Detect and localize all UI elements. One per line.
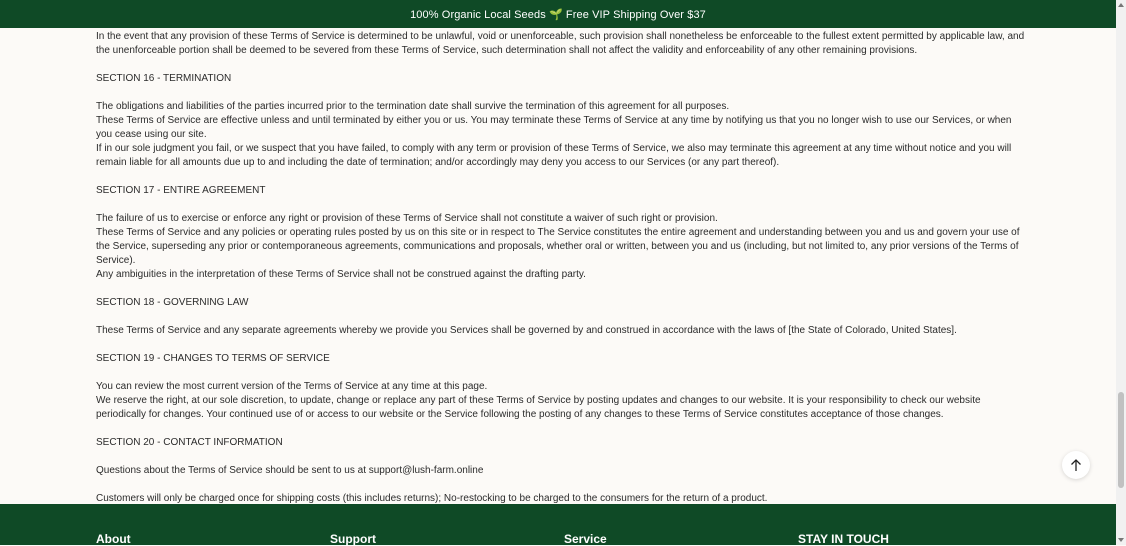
section-heading-17: SECTION 17 - ENTIRE AGREEMENT bbox=[96, 185, 266, 196]
paragraph: Any ambiguities in the interpretation of these Terms of Service shall not be construed against the drafting party. bbox=[96, 269, 586, 280]
section-17-body bbox=[96, 212, 1026, 282]
scroll-down-icon[interactable] bbox=[1118, 538, 1124, 542]
section-19-body bbox=[96, 380, 1026, 422]
paragraph: The failure of us to exercise or enforce any right or provision of these Terms of Service shall not constitute a waiver of such right or provision. bbox=[96, 213, 718, 224]
paragraph: These Terms of Service and any policies or operating rules posted by us on this site or in respect to The Service constitutes the entire agreement and understanding between you and us and govern your use of the Service, superseding any prior or contemporaneous agreements, communications and proposals, whether oral or written, between you and us (including, but not limited to, any prior versions of the Terms of Service). bbox=[96, 227, 1020, 266]
paragraph: You can review the most current version of the Terms of Service at any time at this page. bbox=[96, 381, 488, 392]
paragraph: Questions about the Terms of Service should be sent to us at support@lush-farm.online bbox=[96, 465, 484, 476]
scroll-thumb[interactable] bbox=[1118, 392, 1124, 488]
section-heading-19: SECTION 19 - CHANGES TO TERMS OF SERVICE bbox=[96, 353, 330, 364]
arrow-up-icon bbox=[1069, 458, 1083, 472]
announcement-text: 100% Organic Local Seeds 🌱 Free VIP Shipping Over $37 bbox=[410, 8, 706, 21]
section-18-body bbox=[96, 324, 1026, 338]
footer-heading-service: Service bbox=[564, 532, 607, 546]
footer bbox=[0, 504, 1116, 545]
paragraph: The obligations and liabilities of the parties incurred prior to the termination date shall survive the termination of this agreement for all purposes. bbox=[96, 101, 730, 112]
section-heading-16: SECTION 16 - TERMINATION bbox=[96, 73, 232, 84]
footer-heading-about: About bbox=[96, 532, 131, 546]
section-16-body bbox=[96, 100, 1026, 170]
section-intro bbox=[96, 30, 1026, 58]
section-heading-20: SECTION 20 - CONTACT INFORMATION bbox=[96, 437, 283, 448]
paragraph: We reserve the right, at our sole discretion, to update, change or replace any part of these Terms of Service by posting updates and changes to our website. It is your responsibility to check our website periodically for changes. Your continued use of or access to our website or the Service following the posting of any changes to these Terms of Service constitutes acceptance of those changes. bbox=[96, 395, 981, 420]
back-to-top-button[interactable] bbox=[1062, 451, 1090, 479]
terms-content bbox=[96, 30, 1026, 506]
announcement-bar bbox=[0, 0, 1116, 28]
paragraph: In the event that any provision of these Terms of Service is determined to be unlawful, void or unenforceable, such provision shall nonetheless be enforceable to the fullest extent permitted by applicable law, and the unenforceable portion shall be deemed to be severed from these Terms of Service, such determination shall not affect the validity and enforceability of any other remaining provisions. bbox=[96, 31, 1025, 56]
footer-heading-support: Support bbox=[330, 532, 376, 546]
scroll-up-icon[interactable] bbox=[1118, 3, 1124, 7]
footer-heading-stay-in-touch: STAY IN TOUCH bbox=[798, 532, 889, 546]
scrollbar[interactable] bbox=[1116, 0, 1126, 545]
section-heading-18: SECTION 18 - GOVERNING LAW bbox=[96, 297, 249, 308]
paragraph: Customers will only be charged once for shipping costs (this includes returns); No-restocking to be charged to the consumers for the return of a product. bbox=[96, 493, 768, 504]
paragraph: These Terms of Service and any separate agreements whereby we provide you Services shall be governed by and construed in accordance with the laws of [the State of Colorado, United States]. bbox=[96, 325, 957, 336]
paragraph: If in our sole judgment you fail, or we suspect that you have failed, to comply with any term or provision of these Terms of Service, we also may terminate this agreement at any time without notice and you will remain liable for all amounts due up to and including the date of termination; and/or accordingly may deny you access to our Services (or any part thereof). bbox=[96, 143, 1012, 168]
paragraph: These Terms of Service are effective unless and until terminated by either you or us. You may terminate these Terms of Service at any time by notifying us that you no longer wish to use our Services, or when you cease using our site. bbox=[96, 115, 1012, 140]
section-20-body bbox=[96, 464, 1026, 478]
